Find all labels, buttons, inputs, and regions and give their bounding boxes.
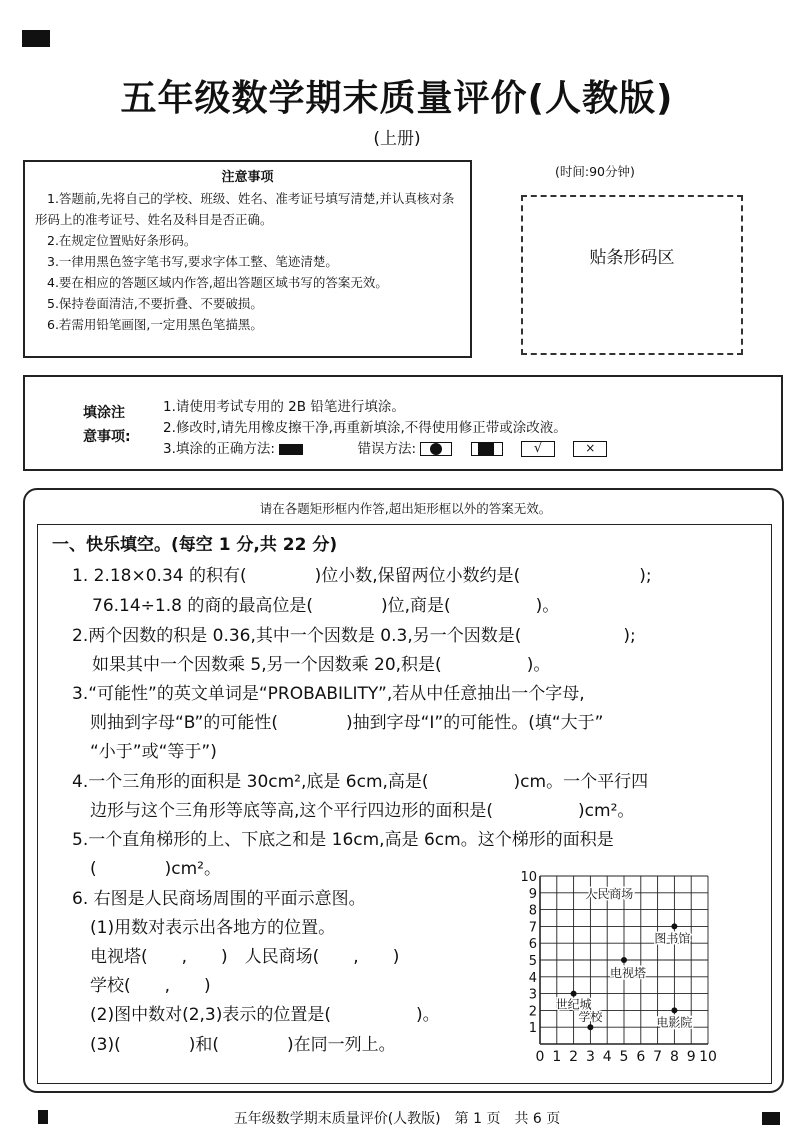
notice-item: 4.要在相应的答题区域内作答,超出答题区域书写的答案无效。: [47, 275, 388, 290]
y-tick-label: 1: [528, 1021, 537, 1037]
map-point-label: 学校: [578, 1010, 603, 1025]
x-tick-label: 5: [619, 1049, 629, 1065]
map-point-label: 电视塔: [610, 966, 647, 980]
x-tick-label: 8: [669, 1049, 679, 1065]
wrong-fill-partial: [471, 442, 503, 456]
map-point: [671, 1007, 677, 1013]
notice-item: 1.答题前,先将自己的学校、班级、姓名、准考证号填写清楚,并认真核对条形码上的准考证号、姓名及科目是否正确。: [35, 191, 455, 227]
page-title: 五年级数学期末质量评价(人教版): [120, 78, 674, 119]
notice-box: [23, 160, 472, 358]
map-point: [621, 957, 627, 963]
y-tick-label: 2: [528, 1004, 537, 1020]
question-line: 76.14÷1.8 的商的最高位是( )位,商是( )。: [92, 596, 560, 616]
x-tick-label: 6: [636, 1049, 646, 1065]
x-tick-label: 2: [569, 1049, 579, 1065]
map-point: [571, 991, 577, 997]
corner-mark-top-left: [22, 30, 50, 47]
wrong-fill-circle: [420, 442, 452, 456]
question-line: 2.两个因数的积是 0.36,其中一个因数是 0.3,另一个因数是( );: [72, 626, 636, 646]
fill-line-1: 1.请使用考试专用的 2B 铅笔进行填涂。: [163, 399, 405, 415]
y-tick-label: 10: [520, 870, 537, 885]
question-line: 电视塔( , ) 人民商场( , ): [90, 947, 400, 967]
question-line: 如果其中一个因数乘 5,另一个因数乘 20,积是( )。: [92, 655, 551, 675]
x-tick-label: 10: [699, 1049, 717, 1065]
wrong-fill-check: [521, 441, 555, 457]
map-point-label: 图书馆: [654, 931, 691, 946]
x-tick-label: 1: [552, 1049, 562, 1065]
y-tick-label: 7: [528, 920, 537, 936]
fill-instructions-label: 填涂注 意事项:: [83, 405, 131, 445]
notice-list: [25, 188, 470, 335]
y-tick-label: 9: [528, 886, 537, 902]
section-title: 一、快乐填空。(每空 1 分,共 22 分): [52, 535, 338, 555]
question-line: 边形与这个三角形等底等高,这个平行四边形的面积是( )cm²。: [90, 801, 635, 821]
map-point: [671, 923, 677, 929]
question-line: “小于”或“等于”): [90, 742, 217, 762]
fill-instructions-lines: [163, 397, 607, 460]
page-subtitle: (上册): [373, 129, 421, 149]
notice-item: 5.保持卷面清洁,不要折叠、不要破损。: [47, 296, 263, 311]
y-tick-label: 5: [528, 954, 537, 969]
question-line: ( )cm²。: [90, 859, 221, 879]
x-tick-label: 3: [585, 1049, 595, 1065]
x-tick-label: 9: [686, 1049, 696, 1065]
check-icon: √: [533, 441, 543, 456]
x-tick-label: 0: [535, 1049, 545, 1065]
fill-line-3: 3.填涂的正确方法: 错误方法: √ ×: [163, 439, 607, 460]
question-line: (2)图中数对(2,3)表示的位置是( )。: [90, 1005, 440, 1025]
map-point-label: 电影院: [656, 1015, 693, 1030]
x-tick-label: 7: [653, 1049, 663, 1065]
notice-item: 2.在规定位置贴好条形码。: [47, 233, 197, 248]
y-tick-label: 3: [528, 987, 537, 1003]
answer-area-note: 请在各题矩形框内作答,超出矩形框以外的答案无效。: [259, 501, 552, 516]
notice-item: 6.若需用铅笔画图,一定用黑色笔描黑。: [47, 317, 263, 332]
map-point-label: 世纪城: [555, 997, 592, 1012]
question-line: 3.“可能性”的英文单词是“PROBABILITY”,若从中任意抽出一个字母,: [72, 684, 585, 704]
wrong-fill-cross: [573, 441, 607, 457]
x-tick-label: 4: [602, 1049, 612, 1065]
notice-title: 注意事项: [221, 170, 274, 185]
fill-line-2: 2.修改时,请先用橡皮擦干净,再重新填涂,不得使用修正带或涂改液。: [163, 420, 567, 436]
map-point-label: 人民商场: [585, 886, 634, 901]
correct-fill-swatch: [279, 444, 303, 455]
exam-time: (时间:90分钟): [555, 164, 635, 179]
question-line: (1)用数对表示出各地方的位置。: [90, 918, 336, 938]
question-line: 5.一个直角梯形的上、下底之和是 16cm,高是 6cm。这个梯形的面积是: [72, 830, 614, 850]
map-point: [587, 1024, 593, 1030]
question-line: 1. 2.18×0.34 的积有( )位小数,保留两位小数约是( );: [72, 566, 652, 586]
barcode-area: 贴条形码区: [521, 195, 743, 355]
map-grid: [518, 868, 718, 1072]
y-tick-label: 6: [528, 937, 537, 953]
y-tick-label: 4: [528, 970, 537, 986]
map-grid-svg: [518, 868, 718, 1068]
notice-item: 3.一律用黑色签字笔书写,要求字体工整、笔迹清楚。: [47, 254, 338, 269]
fill-instructions-box: [23, 375, 783, 471]
question-line: 6. 右图是人民商场周围的平面示意图。: [72, 889, 366, 909]
cross-icon: ×: [585, 441, 596, 455]
page-footer: 五年级数学期末质量评价(人教版) 第 1 页 共 6 页: [233, 1111, 561, 1127]
question-line: (3)( )和( )在同一列上。: [90, 1035, 396, 1055]
y-tick-label: 8: [528, 903, 537, 919]
question-line: 4.一个三角形的面积是 30cm²,底是 6cm,高是( )cm。一个平行四: [72, 772, 649, 792]
question-line: 学校( , ): [90, 976, 211, 996]
question-line: 则抽到字母“B”的可能性( )抽到字母“I”的可能性。(填“大于”: [90, 713, 604, 733]
